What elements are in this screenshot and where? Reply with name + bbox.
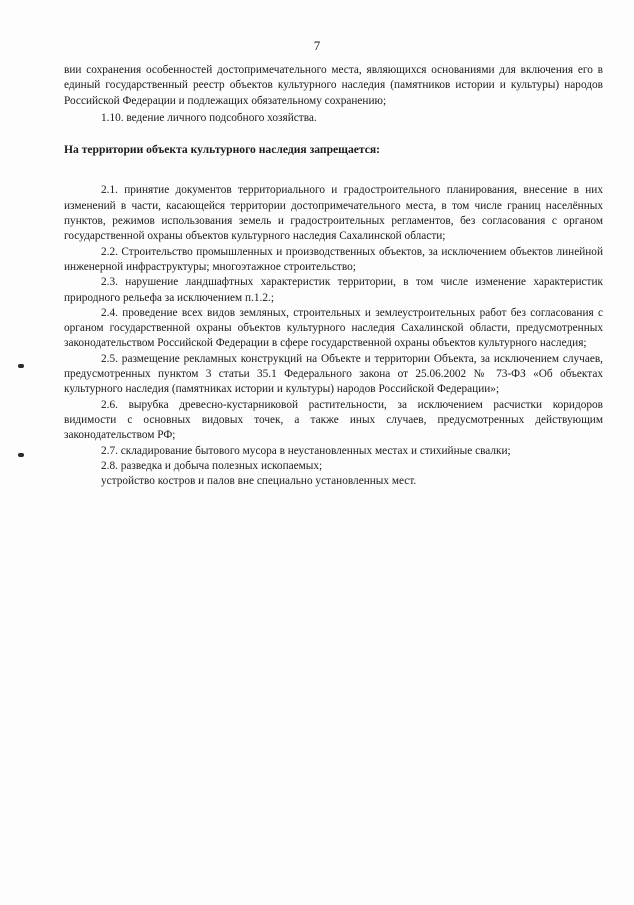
document-body — [64, 63, 603, 489]
list-item-2-1: 2.1. принятие документов территориального и градостроительного планирования, внесение в них изменений в части, касающейся территории достопримечательного места, в том числе границ населённых пунктов, режимов использования земель и градостроительных регламентов, без согласования с органом государственной охраны объектов культурного наследия Сахалинской области; — [64, 184, 603, 243]
spacer — [64, 173, 603, 183]
margin-mark-2 — [18, 453, 24, 457]
list-item-2-4: 2.4. проведение всех видов земляных, строительных и землеустроительных работ без согласования с органом государственной охраны объектов культурного наследия Сахалинской области, предусмотренных законодательством Российской Федерации в сфере государственной охраны объектов культурного наследия; — [64, 306, 603, 350]
list-item-2-3: 2.3. нарушение ландшафтных характеристик территории, в том числе изменение характеристик природного рельефа за исключением п.1.2.; — [64, 276, 603, 304]
list-item-2-7: 2.7. складирование бытового мусора в неустановленных местах и стихийные свалки; — [101, 444, 511, 457]
intro-continuation: вии сохранения особенностей достопримечательного места, являющихся основаниями для включения его в единый государственный реестр объектов культурного наследия (памятников истории и культуры) народов Российской Федерации и подлежащих обязательному сохранению; — [64, 64, 603, 107]
list-item-2-8: 2.8. разведка и добыча полезных ископаемых; — [101, 459, 323, 472]
list-item-2-6: 2.6. вырубка древесно-кустарниковой растительности, за исключением расчистки коридоров видимости с основных видовых точек, а также иных случаев, предусмотренных действующим законодательством РФ; — [64, 398, 603, 442]
item-1-10: 1.10. ведение личного подсобного хозяйства. — [101, 111, 317, 124]
list-item-last: устройство костров и палов вне специально установленных мест. — [101, 475, 417, 488]
list-item-2-2: 2.2. Строительство промышленных и производственных объектов, за исключением объектов линейной инженерной инфраструктуры; многоэтажное строительство; — [64, 245, 603, 273]
margin-mark-1 — [18, 364, 24, 368]
list-item-2-5: 2.5. размещение рекламных конструкций на Объекте и территории Объекта, за исключением случаев, предусмотренных пунктом 3 статьи 35.1 Федерального закона от 25.06.2002 № 73-ФЗ «Об объектах культурного наследия (памятниках истории и культуры) народов Российской Федерации»; — [64, 352, 603, 396]
page-number: 7 — [313, 38, 321, 53]
section-heading: На территории объекта культурного наследия запрещается: — [64, 143, 381, 157]
